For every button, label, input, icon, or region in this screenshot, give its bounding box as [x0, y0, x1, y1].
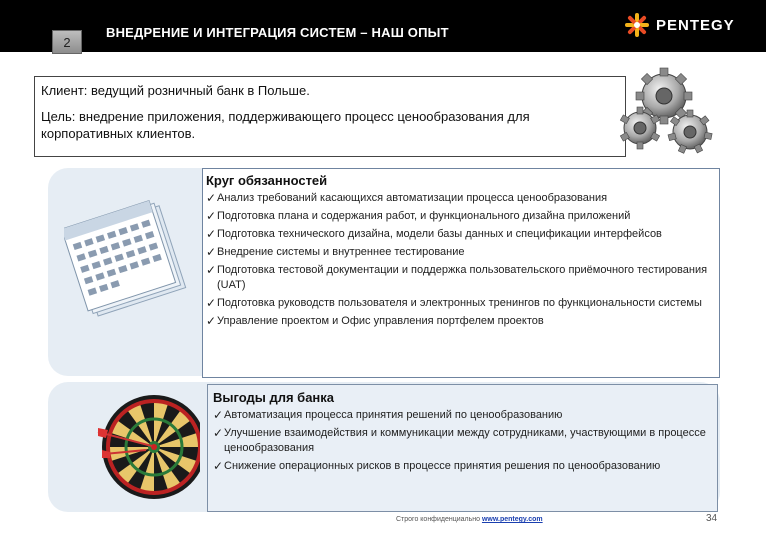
list-item: ✓ Анализ требований касающихся автоматизации процесса ценообразования	[206, 191, 608, 205]
check-icon: ✓	[206, 209, 217, 223]
list-item: ✓ Управление проектом и Офис управления портфелем проектов	[206, 314, 544, 328]
page-number: 34	[706, 513, 718, 524]
page-badge: 2	[52, 30, 82, 54]
check-icon: ✓	[206, 314, 217, 328]
list-item: ✓ Снижение операционных рисков в процессе принятия решения по ценообразованию	[213, 459, 661, 473]
check-icon: ✓	[206, 263, 217, 277]
logo-text: PENTEGY	[656, 16, 735, 34]
check-icon: ✓	[213, 426, 224, 440]
check-icon: ✓	[213, 459, 224, 473]
responsibilities-section	[202, 168, 720, 378]
responsibilities-title: Круг обязанностей	[206, 173, 328, 188]
list-item: ✓ Подготовка технического дизайна, модели базы данных и спецификации интерфейсов	[206, 227, 662, 241]
footer	[396, 516, 543, 523]
benefits-title: Выгоды для банка	[213, 390, 335, 405]
benefits-section	[207, 384, 718, 512]
check-icon: ✓	[213, 408, 224, 422]
list-item: ✓ Подготовка плана и содержания работ, и функционального дизайна приложений	[206, 209, 631, 223]
pentegy-logo	[624, 12, 735, 38]
gears-icon	[612, 62, 716, 162]
client-box	[34, 76, 626, 157]
website-link[interactable]: www.pentegy.com	[481, 516, 543, 523]
dartboard-icon	[96, 392, 200, 502]
list-item: ✓ Улучшение взаимодействия и коммуникации между сотрудниками, участвующими в процессе ценообразования	[213, 426, 706, 454]
list-item: ✓ Автоматизация процесса принятия решений по ценообразованию	[213, 408, 563, 422]
goal-line: Цель: внедрение приложения, поддерживающего процесс ценообразования для корпоративных клиентов.	[41, 109, 530, 141]
list-item: ✓ Подготовка тестовой документации и поддержка пользовательского приёмочного тестирования (UAT)	[206, 263, 708, 291]
star-logo-icon	[624, 12, 650, 38]
check-icon: ✓	[206, 296, 217, 310]
list-item: ✓ Внедрение системы и внутреннее тестирование	[206, 245, 465, 259]
check-icon: ✓	[206, 227, 217, 241]
calendar-icon	[64, 196, 192, 322]
header-title: ВНЕДРЕНИЕ И ИНТЕГРАЦИЯ СИСТЕМ – НАШ ОПЫТ	[106, 25, 449, 40]
header-bar	[0, 0, 766, 52]
check-icon: ✓	[206, 245, 217, 259]
client-line: Клиент: ведущий розничный банк в Польше.	[41, 83, 310, 98]
list-item: ✓ Подготовка руководств пользователя и электронных тренингов по функциональности системы	[206, 296, 702, 310]
check-icon: ✓	[206, 191, 217, 205]
confidential-note: Строго конфиденциально	[396, 516, 482, 523]
